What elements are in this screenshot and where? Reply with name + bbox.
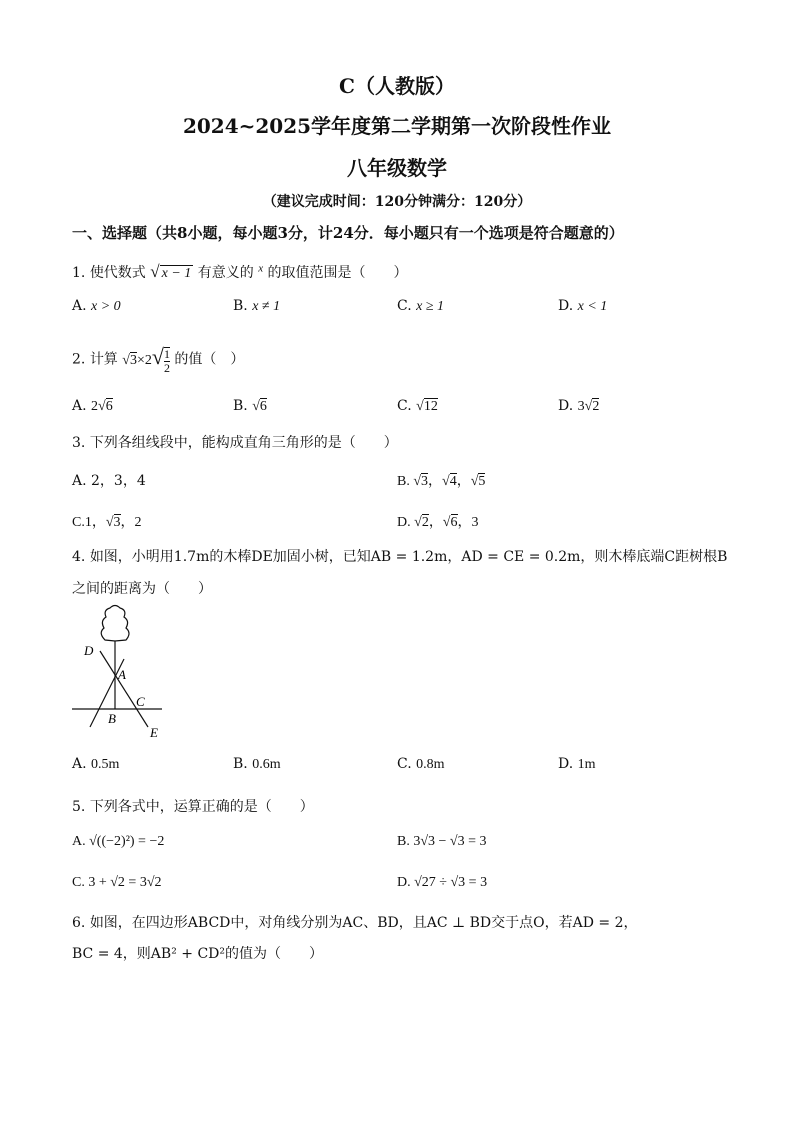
- edition-label: C（人教版）: [339, 74, 455, 98]
- question-stem: 的值（ ）: [174, 351, 245, 368]
- option-label: C.: [397, 756, 412, 772]
- option-text: x < 1: [577, 299, 608, 314]
- option-label: D.: [558, 756, 574, 772]
- option-label: D.: [558, 298, 574, 314]
- option-label: B.: [233, 756, 248, 772]
- option-label: B.: [397, 834, 410, 849]
- option-text: √6: [252, 399, 267, 414]
- question-6: [72, 912, 638, 932]
- question-stem: 的取值范围是（ ）: [267, 265, 408, 281]
- option-label: A.: [72, 298, 87, 314]
- option-label: A.: [72, 756, 87, 772]
- radical-expression: √ x − 1: [150, 262, 192, 281]
- option-label: B.: [397, 474, 410, 489]
- option-a[interactable]: [72, 834, 164, 850]
- question-stem: 如图，在四边形ABCD中，对角线分别为AC、BD，且AC ⊥ BD交于点O，若AD = 2，: [89, 915, 638, 931]
- option-c[interactable]: C.1，√3，2: [72, 515, 142, 530]
- option-text: 2√6: [91, 399, 113, 414]
- option-label: A.: [72, 398, 87, 414]
- option-a[interactable]: [72, 398, 113, 415]
- option-b[interactable]: [233, 398, 267, 415]
- option-text: 1m: [577, 757, 596, 772]
- option-text: x > 0: [91, 299, 121, 314]
- page-title: 2024~2025学年度第二学期第一次阶段性作业: [182, 114, 612, 138]
- question-4-line2: 之间的距离为（ ）: [72, 581, 212, 597]
- question-2: [72, 344, 244, 375]
- option-d[interactable]: [558, 756, 596, 773]
- question-stem: 如图，小明用1.7m的木棒DE加固小树，已知AB = 1.2m，AD = CE = 0.2m，则木棒底端C距树根B: [89, 549, 728, 565]
- label-d: D: [84, 643, 94, 658]
- option-text: √12: [416, 399, 438, 414]
- question-3: [72, 432, 398, 452]
- option-b[interactable]: B. √3，√4，√5: [397, 474, 486, 489]
- question-stem: 下列各式中，运算正确的是（ ）: [89, 799, 314, 815]
- option-label: C.: [397, 298, 412, 314]
- option-label: C.: [397, 398, 412, 414]
- question-5: [72, 796, 314, 816]
- question-stem: 有意义的: [197, 265, 254, 281]
- option-text: 0.6m: [252, 757, 281, 772]
- time-note: （建议完成时间：120分钟满分：120分）: [262, 194, 532, 210]
- option-b[interactable]: [233, 298, 280, 315]
- option-b[interactable]: [397, 834, 487, 850]
- option-label: D.: [397, 875, 411, 890]
- tree-figure: [70, 603, 170, 745]
- section-heading: 一、选择题（共8小题，每小题3分，计24分．每小题只有一个选项是符合题意的）: [72, 224, 624, 242]
- question-number: 4.: [72, 549, 86, 565]
- option-text: x ≠ 1: [252, 299, 281, 314]
- question-stem: 下列各组线段中，能构成直角三角形的是（ ）: [89, 435, 398, 451]
- question-stem: 计算: [89, 351, 118, 368]
- option-d[interactable]: [558, 298, 607, 315]
- question-4: [72, 546, 727, 566]
- option-text: 0.8m: [416, 757, 445, 772]
- option-a[interactable]: [72, 470, 146, 490]
- tree-crown: [101, 606, 129, 642]
- question-number: 6.: [72, 915, 86, 931]
- option-a[interactable]: [72, 298, 121, 315]
- option-d[interactable]: [397, 875, 487, 891]
- label-c: C: [136, 694, 145, 709]
- label-a: A: [118, 667, 126, 682]
- option-label: A.: [72, 473, 87, 489]
- option-label: D.: [397, 515, 411, 530]
- label-e: E: [150, 725, 158, 740]
- question-number: 5.: [72, 799, 86, 815]
- option-text: 2，3，4: [91, 473, 146, 489]
- subject-title: 八年级数学: [347, 156, 447, 180]
- question-number: 1.: [72, 265, 86, 281]
- option-text: x ≥ 1: [416, 299, 445, 314]
- option-c[interactable]: [72, 875, 162, 891]
- option-b[interactable]: [233, 756, 281, 773]
- option-text: 0.5m: [91, 757, 120, 772]
- question-number: 3.: [72, 435, 86, 451]
- option-a[interactable]: [72, 756, 119, 773]
- option-c[interactable]: [397, 298, 444, 315]
- option-label: C.: [72, 875, 85, 890]
- option-d[interactable]: D. √2，√6，3: [397, 515, 479, 530]
- product-expression: √3×2√ $\frac{1}{2}$: [122, 344, 170, 375]
- option-label: B.: [233, 298, 248, 314]
- question-stem: 使代数式: [89, 265, 146, 281]
- option-text: 3√2: [577, 399, 600, 414]
- option-c[interactable]: [397, 756, 445, 773]
- option-label: D.: [558, 398, 574, 414]
- option-text: 3 + √2 = 3√2: [88, 875, 162, 890]
- option-label: A.: [72, 834, 86, 849]
- option-text: √((−2)²) = −2: [89, 834, 165, 849]
- option-c[interactable]: [397, 398, 438, 415]
- option-text: 3√3 − √3 = 3: [413, 834, 487, 849]
- option-text: √27 ÷ √3 = 3: [414, 875, 488, 890]
- question-1: [72, 262, 408, 282]
- question-number: 2.: [72, 351, 86, 368]
- label-b: B: [108, 711, 116, 726]
- option-label: B.: [233, 398, 248, 414]
- question-6-line2: BC = 4，则AB² + CD²的值为（ ）: [72, 946, 323, 962]
- option-d[interactable]: [558, 398, 599, 415]
- variable: x: [258, 262, 264, 275]
- option-label: C.: [72, 515, 85, 530]
